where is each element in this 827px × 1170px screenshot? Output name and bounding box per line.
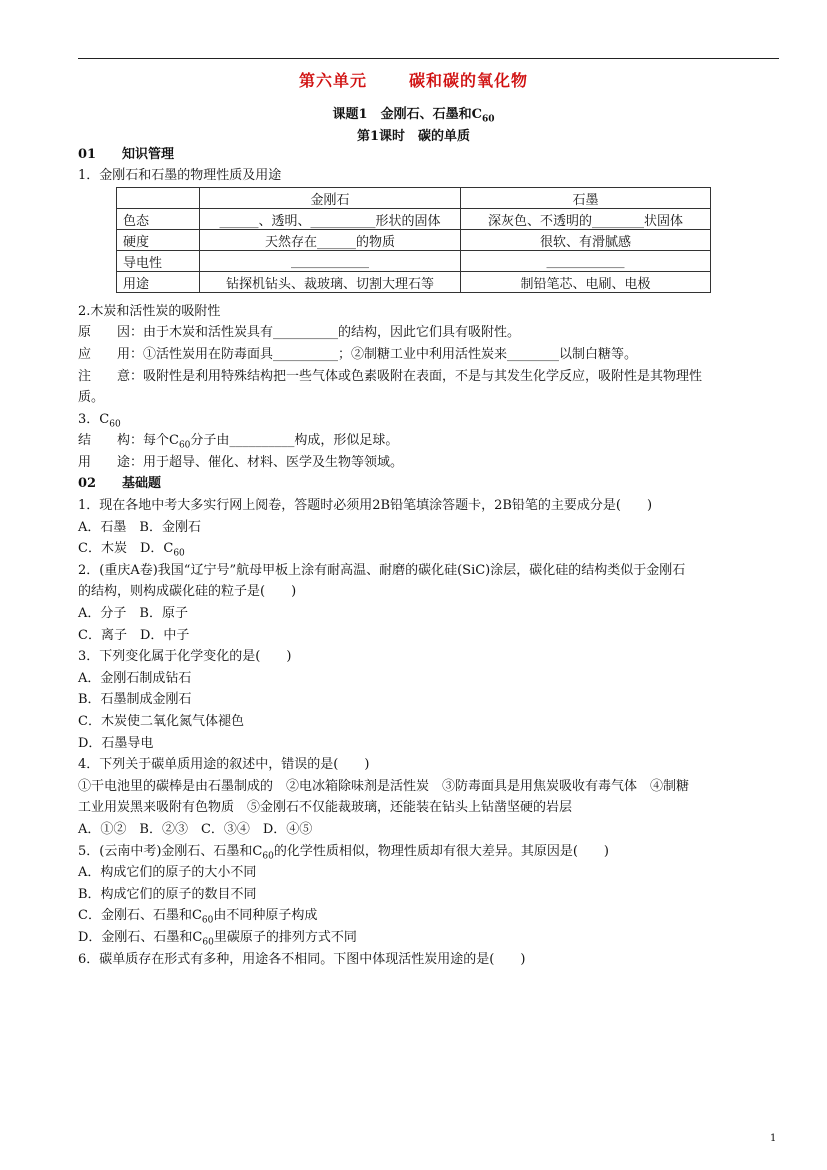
unit-label: 第六单元 [298,71,367,90]
knowledge-3-use: 用 途：用于超导、催化、材料、医学及生物等领域。 [78,455,404,470]
table-header-row: 金刚石 石墨 [117,188,711,209]
question-4-options: A．①② B．②③ C．③④ D．④⑤ [78,822,313,837]
knowledge-2-title: 2.木炭和活性炭的吸附性 [78,304,221,319]
question-3-option-a: A．金刚石制成钻石 [78,671,192,686]
section-knowledge: 01 知识管理 [78,147,175,162]
question-2-stem-cont: 的结构，则构成碳化硅的粒子是( ) [78,584,297,599]
question-4-items: ①干电池里的碳棒是由石墨制成的 ②电冰箱除味剂是活性炭 ③防毒面具是用焦炭吸收有毒气体 ④制糖 [78,779,690,794]
question-4-stem: 4．下列关于碳单质用途的叙述中，错误的是( ) [78,757,370,772]
question-3-option-d: D．石墨导电 [78,736,154,751]
question-2-options-cd: C．离子 D．中子 [78,628,190,643]
period-title: 第1课时 碳的单质 [356,129,471,144]
page-number: 1 [770,1133,777,1144]
section-basic: 02 基础题 [78,476,162,491]
question-3-option-b: B．石墨制成金刚石 [78,692,192,707]
question-2-options-ab: A．分子 B．原子 [78,606,188,621]
question-2-stem: 2．(重庆A卷)我国“辽宁号”航母甲板上涂有耐高温、耐磨的碳化硅(SiC)涂层，碳化硅的结构类似于金刚石 [78,563,686,578]
question-1-stem: 1．现在各地中考大多实行网上阅卷，答题时必须用2B铅笔填涂答题卡，2B铅笔的主要成分是( ) [78,498,653,513]
knowledge-3-structure: 结 构：每个$C_{60}$分子由__________构成，形似足球。 [78,433,399,451]
knowledge-2-note-cont: 质。 [78,390,105,405]
question-5-option-c: C．金刚石、石墨和$C_{60}$由不同种原子构成 [78,908,318,926]
page-title [0,68,827,91]
question-1-options-ab: A．石墨 B．金刚石 [78,520,201,535]
table-row: 用途 钻探机钻头、裁玻璃、切割大理石等 制铅笔芯、电刷、电极 [117,272,711,293]
table-row: 硬度 天然存在______的物质 很软、有滑腻感 [117,230,711,251]
question-3-stem: 3．下列变化属于化学变化的是( ) [78,649,292,664]
knowledge-2-reason: 原 因：由于木炭和活性炭具有__________的结构，因此它们具有吸附性。 [78,325,521,340]
question-3-option-c: C．木炭使二氧化氮气体褪色 [78,714,244,729]
question-4-items-cont: 工业用炭黑来吸附有色物质 ⑤金刚石不仅能裁玻璃，还能装在钻头上钻凿坚硬的岩层 [78,800,573,815]
table-row: 色态 ______、透明、__________形状的固体 深灰色、不透明的________状固体 [117,209,711,230]
question-5-option-a: A．构成它们的原子的大小不同 [78,865,257,880]
question-5-option-d: D．金刚石、石墨和$C_{60}$里碳原子的排列方式不同 [78,930,357,948]
lesson-title: 课题1 金刚石、石墨和$C_{60}$ [332,107,495,125]
properties-table [116,187,711,293]
question-1-options-cd: C．木炭 D．$C_{60}$ [78,541,185,559]
header-rule [78,58,779,59]
question-5-stem: 5．(云南中考)金刚石、石墨和$C_{60}$的化学性质相似，物理性质却有很大差异。其原因是( ) [78,844,609,862]
unit-topic: 碳和碳的氧化物 [409,71,529,90]
table-row: 导电性 ____________ ____________ [117,251,711,272]
question-5-option-b: B．构成它们的原子的数目不同 [78,887,257,902]
knowledge-2-use: 应 用：①活性炭用在防毒面具__________；②制糖工业中利用活性炭来________以制白糖等。 [78,347,638,362]
knowledge-3-title: 3．$C_{60}$ [78,412,121,430]
knowledge-2-note: 注 意：吸附性是利用特殊结构把一些气体或色素吸附在表面，不是与其发生化学反应，吸附性是其物理性 [78,369,703,384]
knowledge-1-title: 1．金刚石和石墨的物理性质及用途 [78,168,282,183]
question-6-stem: 6．碳单质存在形式有多种，用途各不相同。下图中体现活性炭用途的是( ) [78,952,526,967]
